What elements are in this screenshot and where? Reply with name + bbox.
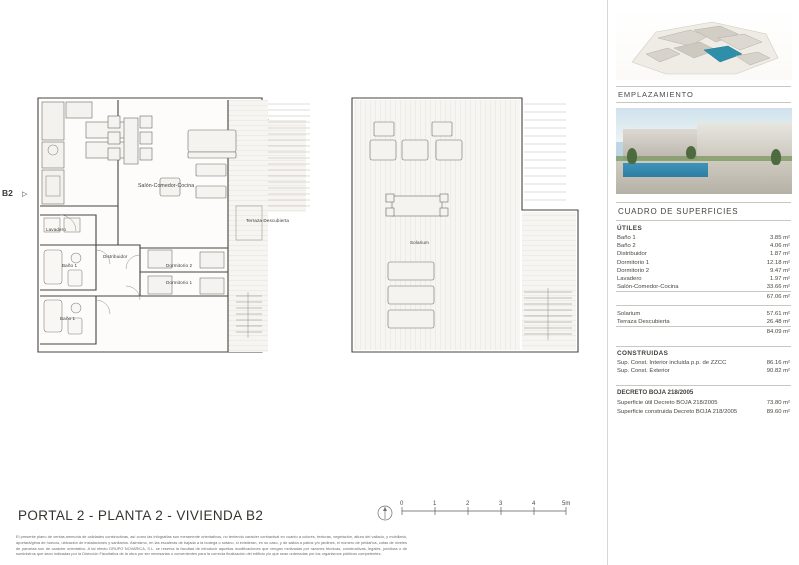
scale-bar xyxy=(396,501,581,523)
scale-tick-0: 0 xyxy=(400,501,404,507)
area-value: 1.97 m² xyxy=(770,276,790,283)
page-title: PORTAL 2 - PLANTA 2 - VIVIENDA B2 xyxy=(18,508,264,523)
area-value: 73.80 m² xyxy=(766,400,790,407)
area-total-value: 67.06 m² xyxy=(741,292,791,302)
table-row xyxy=(616,250,791,258)
table-row xyxy=(616,367,791,375)
table-row xyxy=(616,234,791,242)
group-title-construidas: CONSTRUIDAS xyxy=(617,349,669,357)
table-row xyxy=(616,275,791,283)
table-row xyxy=(616,407,791,415)
scale-tick-4: 4 xyxy=(532,501,536,507)
table-row xyxy=(616,242,791,250)
area-value: 9.47 m² xyxy=(770,267,790,274)
scale-tick-3: 3 xyxy=(499,501,503,507)
room-label-distribuidor: Distribuidor xyxy=(103,254,128,259)
info-sidebar xyxy=(607,0,799,565)
table-row xyxy=(616,399,791,407)
area-total-value: 84.09 m² xyxy=(736,326,791,336)
area-value: 90.82 m² xyxy=(766,368,790,375)
table-row xyxy=(616,259,791,267)
room-label-bano-2: Baño 1 xyxy=(60,316,76,321)
area-label: Baño 1 xyxy=(617,235,636,242)
site-3d-view xyxy=(616,8,792,80)
group-title-decreto: DECRETO BOJA 218/2005 xyxy=(617,389,694,397)
area-value: 86.16 m² xyxy=(766,359,790,366)
render-photo xyxy=(616,108,792,194)
area-label: Superficie construida Decreto BOJA 218/2005 xyxy=(617,408,738,415)
area-value: 4.06 m² xyxy=(770,243,790,250)
area-value: 33.66 m² xyxy=(766,284,790,291)
area-label: Terraza Descubierta xyxy=(617,318,670,325)
room-label-bano-1: Baño 1 xyxy=(62,263,78,268)
area-label: Lavadero xyxy=(617,276,642,283)
table-row xyxy=(616,267,791,275)
areas-table-construidas xyxy=(616,359,791,375)
area-label: Salón-Comedor-Cocina xyxy=(617,284,679,291)
room-label-solarium: Solarium xyxy=(410,240,429,245)
area-total-label xyxy=(616,292,741,302)
area-value: 1.87 m² xyxy=(770,251,790,258)
area-label: Baño 2 xyxy=(617,243,636,250)
table-row-total xyxy=(616,292,791,302)
room-label-dormitorio-1: Dormitorio 1 xyxy=(166,280,193,285)
table-row xyxy=(616,309,791,317)
area-label: Dormitorio 1 xyxy=(617,259,650,266)
area-value: 12.18 m² xyxy=(766,259,790,266)
unit-label: B2 xyxy=(2,188,13,198)
area-value: 3.85 m² xyxy=(770,235,790,242)
area-label: Distribuidor xyxy=(617,251,647,258)
area-label: Sup. Const. Interior incluida p.p. de ZZCC xyxy=(617,359,727,366)
area-value: 26.48 m² xyxy=(766,318,790,325)
table-row xyxy=(616,359,791,367)
cuadro-superficies-title: CUADRO DE SUPERFICIES xyxy=(616,202,791,221)
room-label-terraza: Terraza Descubierta xyxy=(246,218,290,223)
emplazamiento-title: EMPLAZAMIENTO xyxy=(616,86,791,103)
table-row xyxy=(616,283,791,292)
area-label: Superficie útil Decreto BOJA 218/2005 xyxy=(617,400,718,407)
areas-table-utiles xyxy=(616,234,791,301)
area-value: 57.61 m² xyxy=(766,310,790,317)
scale-tick-2: 2 xyxy=(466,501,470,507)
area-label: Solarium xyxy=(617,310,641,317)
group-title-utiles: ÚTILES xyxy=(617,225,643,232)
unit-arrow-icon: ▷ xyxy=(22,191,28,198)
area-label: Sup. Const. Exterior xyxy=(617,368,670,375)
north-icon xyxy=(377,505,393,521)
table-row xyxy=(616,318,791,327)
area-total-label xyxy=(616,326,736,336)
area-label: Dormitorio 2 xyxy=(617,267,650,274)
scale-tick-1: 1 xyxy=(433,501,437,507)
room-label-salon: Salón-Comedor-Cocina xyxy=(138,183,195,189)
area-value: 89.60 m² xyxy=(766,408,790,415)
room-label-dormitorio-2: Dormitorio 2 xyxy=(166,263,193,268)
table-row-total xyxy=(616,326,791,336)
room-label-lavadero: Lavadero xyxy=(46,227,66,232)
legal-disclaimer: El presente plano de ventas,memoria de calidades constructivas, así como las infografías son meramente orientativos, no teniendo carácter contractual en cuanto a colores, texturas, vegetación, altura del vallado, y mobiliario, aportará/gima de huecos, ubicación de instalaciones y sanitarios. Asimismo, en las escaleras de bajada a la bodega o sótano, si existieran, en su caso, y de salida a patios y/o jardines, el número de peldaños, cotas de niveles de parcelas son de carácter orientativo. A tal efecto GRUPO NOVARICA, S.L. se reserva la facultad de introducir aquellas modificaciones que vengan motivadas por razones técnicas, constructivas, legales, jurídicas o de suministros que sean indicadas por la Dirección Facultativa de la obra por ser necesarias o convenientes para la correcta finalización del edificio y/o que sean ordenadas por los organismos públicos competentes. xyxy=(16,534,407,557)
areas-table-exteriores xyxy=(616,309,791,335)
scale-tick-5: 5m xyxy=(562,501,571,507)
areas-table-decreto xyxy=(616,399,791,415)
